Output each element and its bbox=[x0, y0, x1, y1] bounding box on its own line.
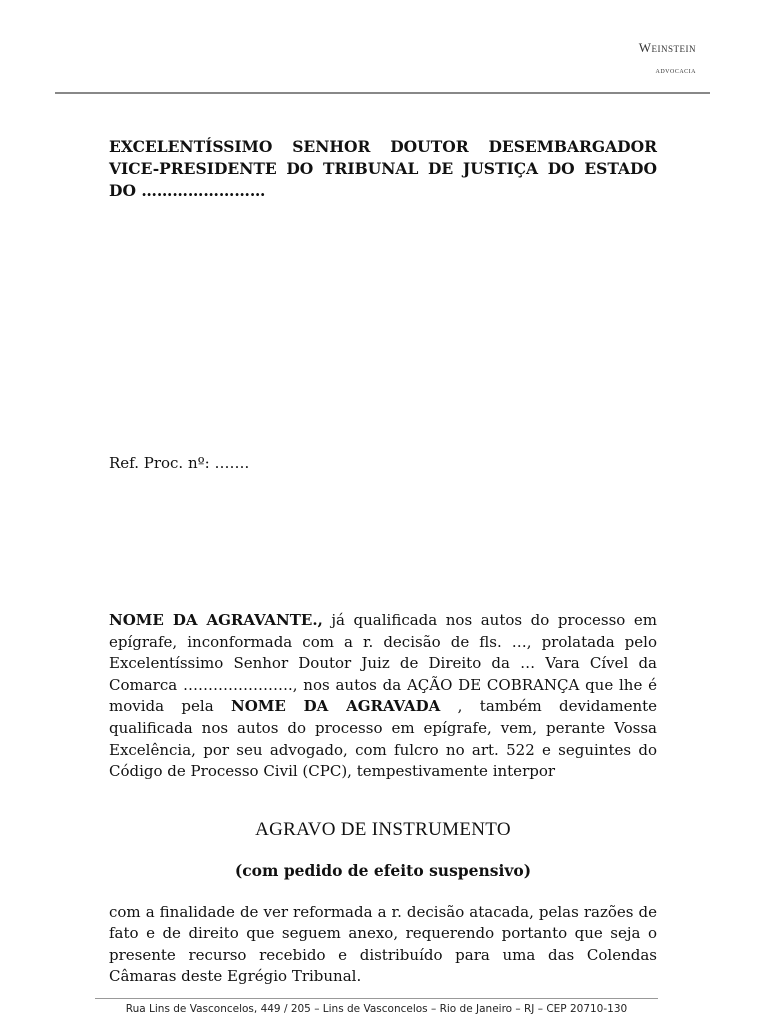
footer-divider bbox=[95, 998, 658, 999]
paragraph-text-1: já qualificada nos autos do processo em epígrafe, inconformada com a r. decisão de fls. …, prolatada pelo Excelentíssimo Senhor Doutor Juiz de Direito da … Vara Cível da Comarca …………………., nos autos da AÇÃO DE COBRANÇA que lhe é movida pela bbox=[109, 611, 657, 716]
header-divider bbox=[55, 92, 710, 94]
footer-address: Rua Lins de Vasconcelos, 449 / 205 – Lins de Vasconcelos – Rio de Janeiro – RJ – CEP 20710-130 bbox=[125, 1003, 628, 1015]
document-subtitle: (com pedido de efeito suspensivo) bbox=[234, 861, 532, 880]
appellant-name: NOME DA AGRAVANTE., bbox=[109, 611, 323, 629]
process-reference: Ref. Proc. nº: ……. bbox=[109, 454, 250, 472]
paragraph-text-2: , também devidamente qualificada nos autos do processo em epígrafe, vem, perante Vossa Excelência, por seu advogado, com fulcro no art. 522 e seguintes do Código de Processo Civil (CPC), tempestivamente interpor bbox=[109, 697, 658, 781]
closing-paragraph: com a finalidade de ver reformada a r. decisão atacada, pelas razões de fato e de direito que seguem anexo, requerendo portanto que seja o presente recurso recebido e distribuído para uma das Colendas Câmaras deste Egrégio Tribunal. bbox=[109, 903, 657, 986]
addressee-heading: EXCELENTÍSSIMO SENHOR DOUTOR DESEMBARGADOR VICE-PRESIDENTE DO TRIBUNAL DE JUSTIÇA DO ESTADO DO …………………… bbox=[109, 137, 657, 200]
appellee-name: NOME DA AGRAVADA bbox=[231, 697, 441, 716]
brand-name: Weinstein bbox=[638, 40, 696, 55]
law-firm-brand bbox=[639, 40, 696, 75]
document-title: AGRAVO DE INSTRUMENTO bbox=[255, 819, 511, 840]
petition-paragraph bbox=[109, 610, 657, 783]
brand-subtitle: advocacia bbox=[655, 66, 696, 75]
